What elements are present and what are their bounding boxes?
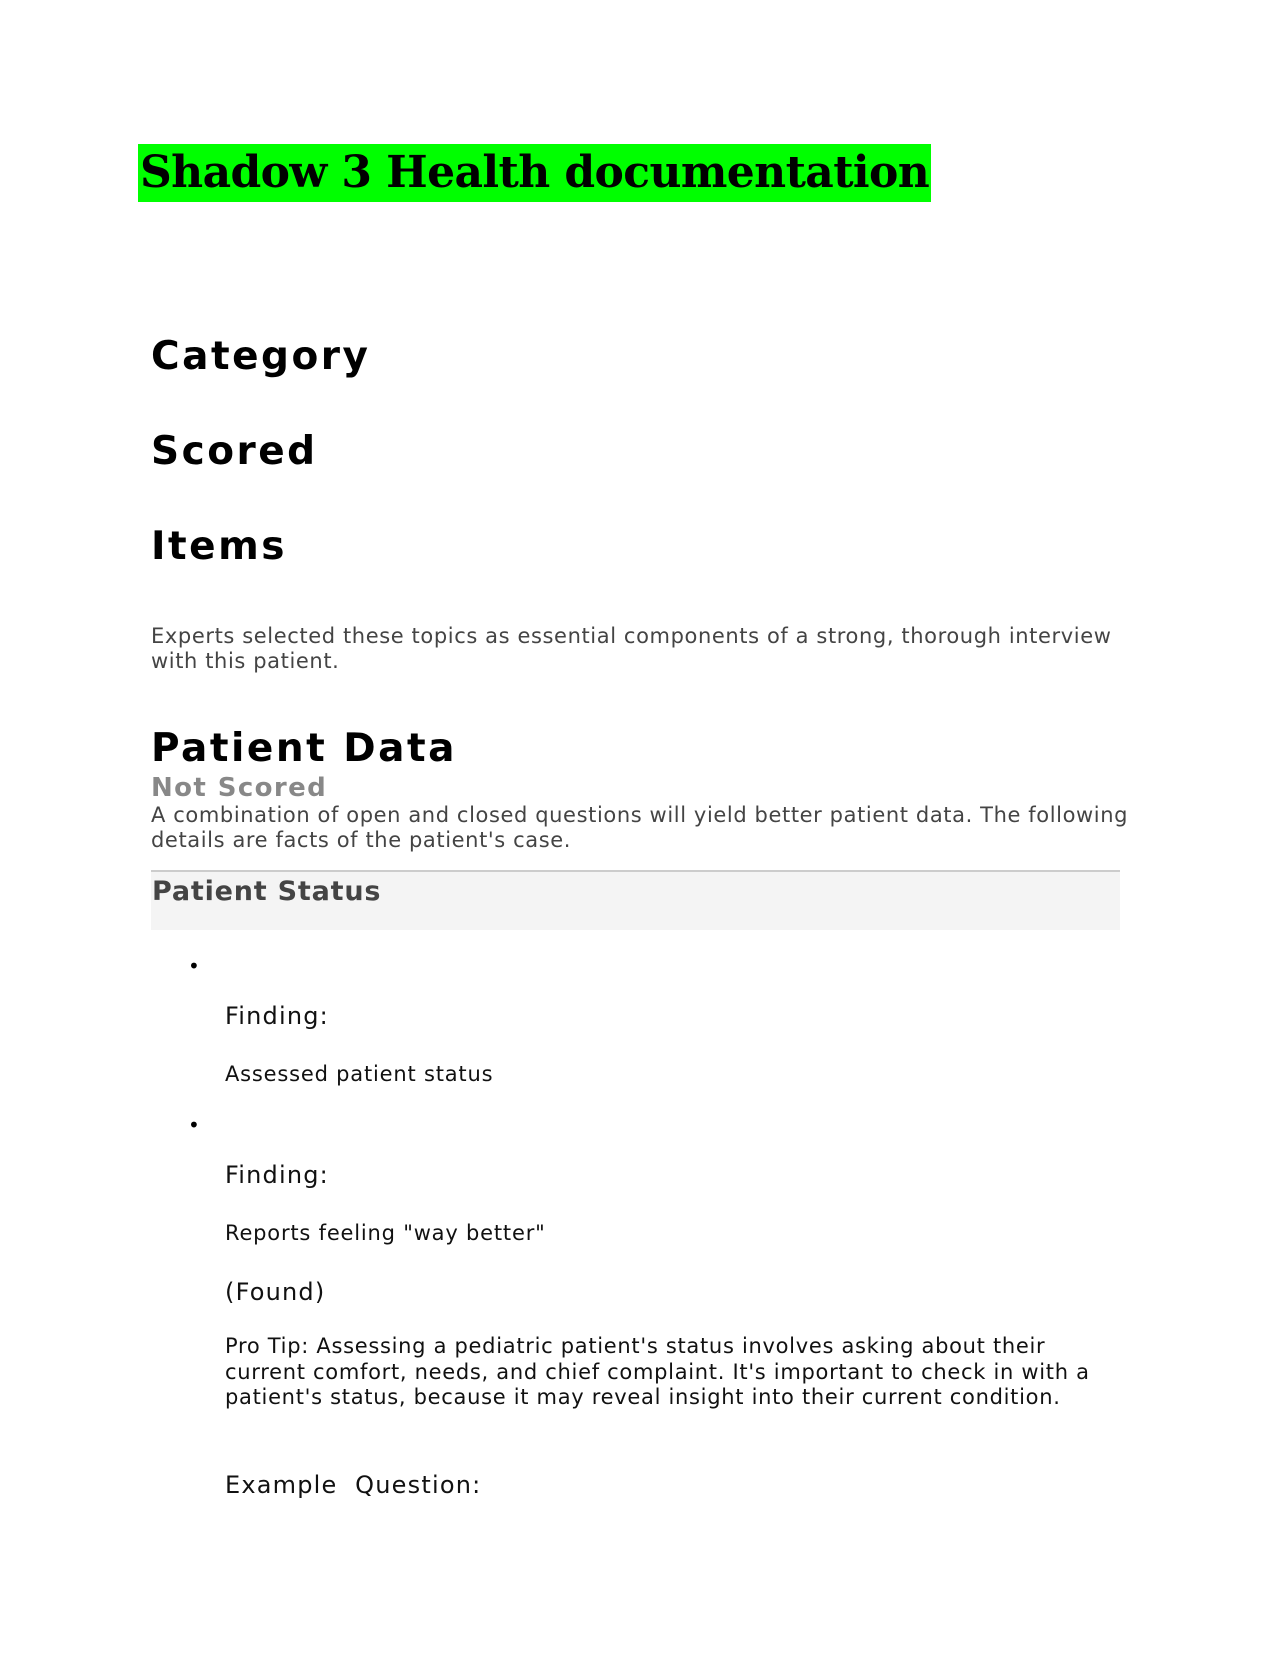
page-title: Shadow 3 Health documentation — [138, 144, 931, 202]
section-title: Patient Data — [151, 726, 457, 771]
finding-label: Finding: — [225, 1002, 329, 1030]
bullet-icon: • — [188, 954, 200, 978]
finding-text: Assessed patient status — [225, 1062, 494, 1086]
category-heading-line-3: Items — [151, 524, 287, 569]
category-description: Experts selected these topics as essential components of a strong, thorough interview with this patient. — [151, 624, 1112, 673]
patient-status-title: Patient Status — [152, 876, 382, 907]
example-question-label: Example Question: — [225, 1471, 482, 1499]
finding-label: Finding: — [225, 1161, 329, 1189]
bullet-icon: • — [188, 1113, 200, 1137]
finding-text: Reports feeling "way better" — [225, 1221, 546, 1245]
category-heading-line-2: Scored — [151, 429, 318, 474]
found-status: (Found) — [225, 1278, 326, 1306]
category-heading-line-1: Category — [151, 334, 371, 379]
patient-status-panel — [151, 870, 1120, 930]
pro-tip-text: Pro Tip: Assessing a pediatric patient's status involves asking about their current comfort, needs, and chief complaint. It's important to check in with a patient's status, because it may reveal insight into their current condition. — [225, 1334, 1090, 1409]
section-description: A combination of open and closed questions will yield better patient data. The following details are facts of the patient's case. — [151, 803, 1129, 852]
score-status-label: Not Scored — [151, 773, 328, 803]
